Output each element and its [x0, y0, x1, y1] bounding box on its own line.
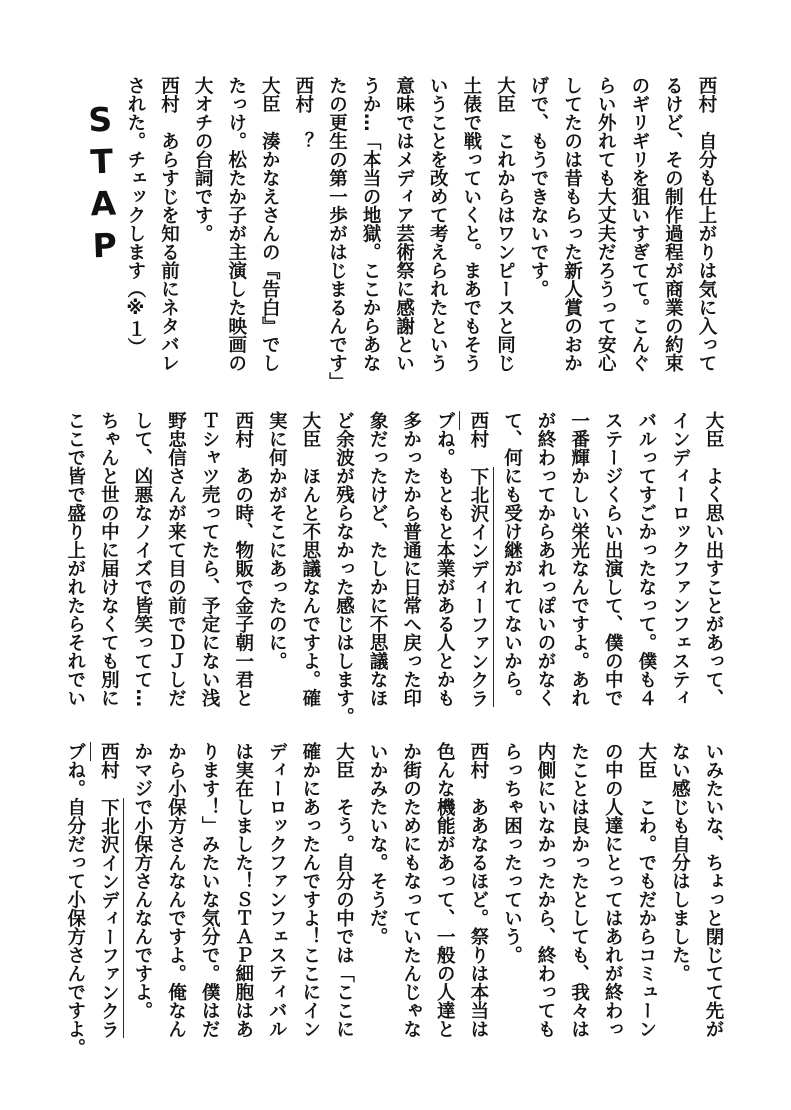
sidelined-term: 下北沢インディーファンクラ	[98, 798, 124, 1039]
line-text: された。チェックします（※１）	[124, 76, 146, 356]
speaker-name: 西村	[232, 411, 254, 448]
line-text: 野忠信さんが来て目の前でＤＪしだ	[165, 411, 187, 707]
text-block-middle	[58, 411, 730, 726]
dialogue-line	[260, 742, 294, 1057]
line-text: ない感じも自分はしました。	[669, 742, 691, 983]
dialogue-line	[360, 742, 394, 1057]
dialogue-line	[360, 411, 394, 726]
dialogue-line	[219, 76, 253, 391]
line-text: よく思い出すことがあって、	[703, 466, 724, 707]
dialogue-line	[387, 76, 421, 391]
page-title: STAP	[80, 99, 125, 269]
speaker-name: 大臣	[494, 76, 516, 113]
dialogue-line	[488, 76, 522, 391]
dialogue-line	[696, 411, 730, 726]
dialogue-line	[663, 411, 697, 726]
dialogue-line	[320, 76, 354, 391]
line-text: ちゃんと世の中に届けなくても別に	[98, 411, 120, 707]
dialogue-line	[495, 411, 529, 726]
speaker-name: 大臣	[299, 411, 321, 448]
line-text: らい外れても大丈夫だろうって安心	[595, 76, 617, 372]
line-text: 実に何かがそこにあったのに。	[266, 411, 288, 670]
speaker-name: 西村	[292, 76, 314, 113]
dialogue-line	[589, 76, 623, 391]
line-text: こわ。でもだからコミューン	[635, 797, 657, 1038]
dialogue-line	[118, 76, 152, 391]
dialogue-line	[125, 411, 159, 726]
line-text: て、何にも受け継がれてないから。	[501, 411, 523, 707]
line-text: たっけ。松たか子が主演した映画の	[225, 76, 247, 372]
dialogue-line	[629, 742, 663, 1057]
dialogue-line	[58, 411, 92, 726]
dialogue-line	[226, 411, 260, 726]
line-text: の中の人達にとってはあれが終わっ	[602, 742, 624, 1038]
line-text: 意味ではメディア芸術祭に感謝とい	[393, 76, 415, 372]
dialogue-line	[92, 742, 126, 1057]
dialogue-line	[696, 742, 730, 1057]
line-text: これからはワンピースと同じ	[494, 131, 516, 372]
sidelined-term: ブ	[65, 742, 91, 761]
line-text: たの更生の第一歩がはじまるんです」	[326, 76, 348, 391]
speaker-name: 西村	[158, 76, 180, 113]
dialogue-line	[689, 76, 723, 391]
line-text: いかみたいな。そうだ。	[367, 742, 389, 946]
speaker-name: 西村	[98, 742, 120, 779]
line-text: 確かにあったんですよ！ここにイン	[299, 742, 321, 1038]
line-text: ほんと不思議なんですよ。確	[299, 466, 321, 707]
line-text: らっちゃ困ったっていう。	[501, 742, 523, 964]
dialogue-line	[186, 76, 220, 391]
text-block-bottom	[58, 742, 730, 1057]
dialogue-line	[125, 742, 159, 1057]
dialogue-line	[461, 742, 495, 1057]
dialogue-line	[528, 411, 562, 726]
dialogue-line	[226, 742, 260, 1057]
line-text: 色んな機能があって、一般の人達と	[434, 742, 456, 1038]
line-text: ります！」みたいな気分で。僕はだ	[199, 742, 221, 1038]
speaker-name: 大臣	[333, 742, 355, 779]
line-text: してたのは昔もらった新人賞のおか	[561, 76, 583, 372]
line-text: いみたいな、ちょっと閉じてて先が	[703, 742, 724, 1038]
speaker-name: 大臣	[635, 742, 657, 779]
line-text: ね。もともと本業がある人とかも	[434, 429, 456, 707]
dialogue-line	[428, 411, 462, 726]
dialogue-line	[528, 742, 562, 1057]
dialogue-line	[58, 742, 92, 1057]
line-text: 一番輝かしい栄光なんですよ。あれ	[568, 411, 590, 707]
dialogue-line	[521, 76, 555, 391]
dialogue-line	[193, 742, 227, 1057]
sidelined-term: ブ	[434, 411, 460, 430]
dialogue-line	[454, 76, 488, 391]
line-text: 自分も仕上がりは気に入って	[696, 131, 717, 372]
line-text: ああなるほど。祭りは本当は	[467, 797, 489, 1038]
speaker-name: 大臣	[703, 411, 724, 448]
text-block-top	[118, 76, 723, 391]
dialogue-line	[656, 76, 690, 391]
line-text: あらすじを知る前にネタバレ	[158, 131, 180, 372]
line-text: 象だったけど、たしかに不思議なほ	[367, 411, 389, 707]
dialogue-line	[193, 411, 227, 726]
line-text: るけど、その制作過程が商業の約束	[662, 76, 684, 372]
dialogue-line	[152, 76, 186, 391]
dialogue-line	[394, 742, 428, 1057]
line-text: そう。自分の中では「ここに	[333, 797, 355, 1038]
dialogue-line	[562, 742, 596, 1057]
line-text: 土俵で戦っていくと。まあでもそう	[460, 76, 482, 372]
line-text: ディーロックファンフェスティバル	[266, 742, 288, 1038]
line-text: Ｔシャツ売ってたら、予定にない浅	[199, 411, 221, 707]
line-text: ど余波が残らなかった感じはします。	[333, 411, 355, 726]
dialogue-line	[495, 742, 529, 1057]
line-text: バルってすごかったなって。僕も４	[635, 411, 657, 707]
dialogue-line	[92, 411, 126, 726]
dialogue-line	[286, 76, 320, 391]
line-text: ね。自分だって小保方さんですよ。	[64, 760, 86, 1057]
line-text: か街のためにもなっていたんじゃな	[400, 742, 422, 1038]
dialogue-line	[293, 742, 327, 1057]
line-text: たことは良かったとしても、我々は	[568, 742, 590, 1038]
line-text: は実在しました！ＳＴＡＰ細胞はあ	[232, 742, 254, 1038]
dialogue-line	[327, 411, 361, 726]
dialogue-line	[159, 411, 193, 726]
dialogue-line	[159, 742, 193, 1057]
line-text: が終わってからあれっぽいのがなく	[535, 411, 557, 707]
dialogue-line	[327, 742, 361, 1057]
line-text: ここで皆で盛り上がれたらそれでい	[64, 411, 86, 707]
dialogue-line	[428, 742, 462, 1057]
line-text: げで、もうできないです。	[528, 76, 550, 298]
line-text: 多かったから普通に日常へ戻った印	[400, 411, 422, 707]
dialogue-line	[461, 411, 495, 726]
dialogue-line	[562, 411, 596, 726]
line-text: して、凶悪なノイズで皆笑ってて…	[131, 411, 153, 707]
dialogue-line	[421, 76, 455, 391]
line-text: ？	[292, 131, 314, 150]
line-text: インディーロックファンフェスティ	[669, 411, 691, 707]
dialogue-line	[629, 411, 663, 726]
line-text: ステージくらい出演して、僕の中で	[602, 411, 624, 707]
line-text: うか…「本当の地獄。ここからあな	[360, 76, 382, 372]
line-text: いうことを改めて考えられたという	[427, 76, 449, 372]
speaker-name: 西村	[467, 411, 489, 448]
line-text: 内側にいなかったから、終わっても	[535, 742, 557, 1038]
dialogue-line	[555, 76, 589, 391]
dialogue-line	[353, 76, 387, 391]
dialogue-line	[596, 742, 630, 1057]
line-text: あの時、物販で金子朝一君と	[232, 466, 254, 707]
speaker-name: 大臣	[259, 76, 281, 113]
line-text: 大オチの台詞です。	[192, 76, 214, 243]
dialogue-line	[293, 411, 327, 726]
line-text: かマジで小保方さんなんですよ。	[131, 742, 153, 1020]
speaker-name: 西村	[467, 742, 489, 779]
line-text: から小保方さんなんですよ。俺なん	[165, 742, 187, 1038]
dialogue-line	[260, 411, 294, 726]
line-text: のギリギリを狙いすぎてて。こんぐ	[628, 76, 650, 372]
dialogue-line	[596, 411, 630, 726]
dialogue-line	[253, 76, 287, 391]
dialogue-line	[394, 411, 428, 726]
line-text: 湊かなえさんの『告白』でし	[259, 131, 281, 372]
dialogue-line	[622, 76, 656, 391]
speaker-name: 西村	[696, 76, 717, 113]
sidelined-term: 下北沢インディーファンクラ	[468, 467, 494, 708]
dialogue-line	[663, 742, 697, 1057]
